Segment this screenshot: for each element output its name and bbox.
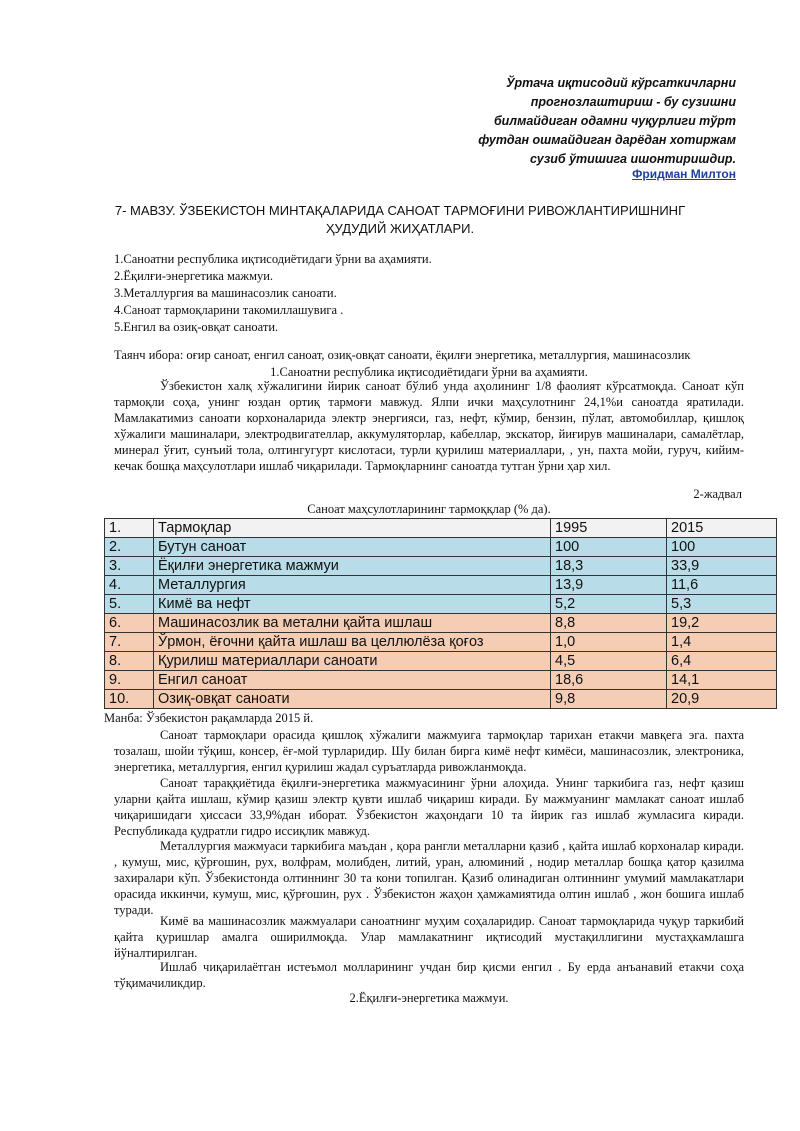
keywords-line: Таянч ибора: оғир саноат, енгил саноат, озиқ-овқат саноати, ёқилғи энергетика, металлургия, машинасозлик — [114, 348, 691, 362]
row-value-2015: 6,4 — [667, 652, 777, 671]
paragraph-text: Саноат тармоқлари орасида қишлоқ хўжалиги мажмуига тармоқлар тарихан етакчи мавқега эга. пахта тозалаш, шойи тўқиш, консер, ёғ-мой турлаpидир. Шу билан бирга кимё нефт кимёси, машинасозлик, электроника, энергетика, металлургия, енгил қурилиш жадал суръатларда ривожланмоқда. — [114, 728, 744, 774]
row-number: 10. — [105, 690, 154, 709]
row-value-2015: 1,4 — [667, 633, 777, 652]
header-cell: 1. — [105, 519, 154, 538]
row-sector: Металлургия — [154, 576, 551, 595]
row-number: 3. — [105, 557, 154, 576]
body-paragraph — [114, 727, 744, 775]
row-sector: Бутун саноат — [154, 538, 551, 557]
epigraph-line: футдан ошмайдиган дарёдан хотиржам — [478, 133, 736, 147]
header-cell: 1995 — [551, 519, 667, 538]
paragraph-text: Ишлаб чиқарилаётган истеъмол молларининг учдан бир қисми енгил . Бу ерда анъанавий етакчи соҳа тўқимачиликдир. — [114, 960, 744, 990]
row-number: 7. — [105, 633, 154, 652]
table-row — [105, 652, 777, 671]
table-row — [105, 595, 777, 614]
row-value-1995: 100 — [551, 538, 667, 557]
table-row — [105, 576, 777, 595]
table-row — [105, 633, 777, 652]
row-value-1995: 8,8 — [551, 614, 667, 633]
section-heading-2: 2.Ёқилғи-энергетика мажмуи. — [349, 991, 509, 1005]
row-value-1995: 1,0 — [551, 633, 667, 652]
paragraph-text: Кимё ва машинасозлик мажмуалари саноатнинг муҳим соҳаларидир. Саноат тармоқларида чуқур таркибий қайта қуришлар амалга оширилмоқда. Улар мамлакатнинг иқтисодий мустақиллигини мустаҳкамлашга йўналтирилган. — [114, 914, 744, 960]
table-row — [105, 557, 777, 576]
section-heading-1: 1.Саноатни республика иқтисодиётидаги ўрни ва аҳамияти. — [270, 365, 588, 379]
row-number: 9. — [105, 671, 154, 690]
row-number: 4. — [105, 576, 154, 595]
topic-title: 7- МАВЗУ. ЎЗБЕКИСТОН МИНТАҚАЛАРИДА САНОАТ ТАРМОҒИНИ РИВОЖЛАНТИРИШНИНГ ҲУДУДИЙ ЖИҲАТЛАРИ. — [114, 203, 686, 236]
row-number: 5. — [105, 595, 154, 614]
row-sector: Енгил саноат — [154, 671, 551, 690]
table-header-row — [105, 519, 777, 538]
row-value-2015: 5,3 — [667, 595, 777, 614]
paragraph-text: Металлургия мажмуаси таркибига маъдан , қора рангли металларни қазиб , қайта ишлаб корхоналар киради. , кумуш, мис, қўрғошин, рух, волфрам, молибден, литий, уран, алюминий , нодир металлар бошқа қатор қазилма захиралари кўп. Ўзбекистонда олтиннинг 30 та кони топилган. Қазиб олинадиган олтиннинг умумий мамлакатлари орасида иккинчи, кумуш, мис, қўрғошин, рух . Ўзбекистон жаҳон ҳамжамиятида олтин ишлаб , жон бошига ишлаб туради. — [114, 839, 744, 917]
epigraph-line: сузиб ўтишига ишонтиришдир. — [529, 152, 736, 166]
epigraph-line: билмайдиган одамни чуқурлиги тўрт — [493, 114, 736, 128]
plan-item: 5.Енгил ва озиқ-овқат саноати. — [114, 320, 279, 334]
row-sector: Қурилиш материаллари саноати — [154, 652, 551, 671]
plan-item: 3.Металлургия ва машинасозлик саноати. — [114, 286, 337, 300]
row-value-2015: 19,2 — [667, 614, 777, 633]
row-value-1995: 13,9 — [551, 576, 667, 595]
table-source: Манба: Ўзбекистон рақамларда 2015 й. — [104, 711, 314, 725]
epigraph-author-link[interactable]: Фридман Милтон — [632, 167, 736, 181]
plan-item: 1.Саноатни республика иқтисодиётидаги ўрни ва аҳамияти. — [114, 252, 432, 266]
row-number: 8. — [105, 652, 154, 671]
row-number: 6. — [105, 614, 154, 633]
row-value-2015: 14,1 — [667, 671, 777, 690]
table-row — [105, 671, 777, 690]
epigraph-line: Ўртача иқтисодий кўрсаткичларни — [506, 76, 736, 90]
row-sector: Ёқилғи энергетика мажмуи — [154, 557, 551, 576]
row-value-2015: 20,9 — [667, 690, 777, 709]
table-number: 2-жадвал — [693, 487, 742, 501]
plan-list — [114, 251, 432, 336]
row-sector: Озиқ-овқат саноати — [154, 690, 551, 709]
row-number: 2. — [105, 538, 154, 557]
row-value-1995: 18,6 — [551, 671, 667, 690]
body-paragraph — [114, 913, 744, 961]
epigraph — [376, 74, 736, 169]
row-value-1995: 9,8 — [551, 690, 667, 709]
body-paragraph — [114, 959, 744, 991]
paragraph-text: Ўзбекистон халқ хўжалигини йирик саноат бўлиб унда аҳолининг 1/8 фаолият кўрсатмоқда. Саноат кўп тармоқли соҳа, унинг юздан ортиқ тармоғи мавжуд. Ялпи ички маҳсулотнинг 24,1%и саноатда яратилади. Мамлакатимиз саноати корхоналарида электр энергияси, газ, нефт, кўмир, бензин, пўлат, автомобиллар, қишлоқ хўжалиги машиналари, электродвигателлар, аккумуляторлар, кабеллар, экскатор, йиғирув машиналари, самалётлар, минерал ўғит, сунъий тола, олтингугурт кислотаси, турли қурилиш материаллари, , ун, пахта мойи, гуруч, кийим-кечак бошқа маҳсулотлари ишлаб чиқарилади. Тармоқларнинг саноатда тутган ўрни ҳар хил. — [114, 379, 744, 473]
paragraph-text: Саноат тараққиётида ёқилғи-энергетика мажмуасининг ўрни алоҳида. Унинг таркибига газ, нефт қазиш уларни қайта ишлаш, кўмир қазиш электр қувти ишлаб чиқариш киради. Бу мажмуанинг мамлакат саноат ишлаб чиқаришидаги ҳиссаси 33,9%дан иборат. Ўзбекистон жаҳондаги 10 та йирик газ ишлаб жумласига киради. Республикада қудратли гидро иссиқлик мавжуд. — [114, 776, 744, 838]
row-sector: Ўрмон, ёғочни қайта ишлаш ва целлюлёза қоғоз — [154, 633, 551, 652]
table-row — [105, 614, 777, 633]
header-cell: Тармоқлар — [154, 519, 551, 538]
table-row — [105, 538, 777, 557]
row-value-2015: 11,6 — [667, 576, 777, 595]
row-sector: Машинасозлик ва метални қайта ишлаш — [154, 614, 551, 633]
body-paragraph — [114, 838, 744, 918]
intro-paragraph — [114, 378, 744, 474]
industry-share-table — [104, 518, 777, 709]
row-value-1995: 18,3 — [551, 557, 667, 576]
header-cell: 2015 — [667, 519, 777, 538]
row-value-2015: 100 — [667, 538, 777, 557]
table-caption: Саноат маҳсулотларининг тармоққлар (% да). — [307, 502, 551, 516]
body-paragraph — [114, 775, 744, 839]
epigraph-line: прогнозлаштириш - бу сузишни — [530, 95, 736, 109]
row-sector: Кимё ва нефт — [154, 595, 551, 614]
plan-item: 2.Ёқилғи-энергетика мажмуи. — [114, 269, 274, 283]
row-value-1995: 5,2 — [551, 595, 667, 614]
plan-item: 4.Саноат тармоқларини такомиллашувига . — [114, 303, 344, 317]
table-row — [105, 690, 777, 709]
row-value-2015: 33,9 — [667, 557, 777, 576]
row-value-1995: 4,5 — [551, 652, 667, 671]
